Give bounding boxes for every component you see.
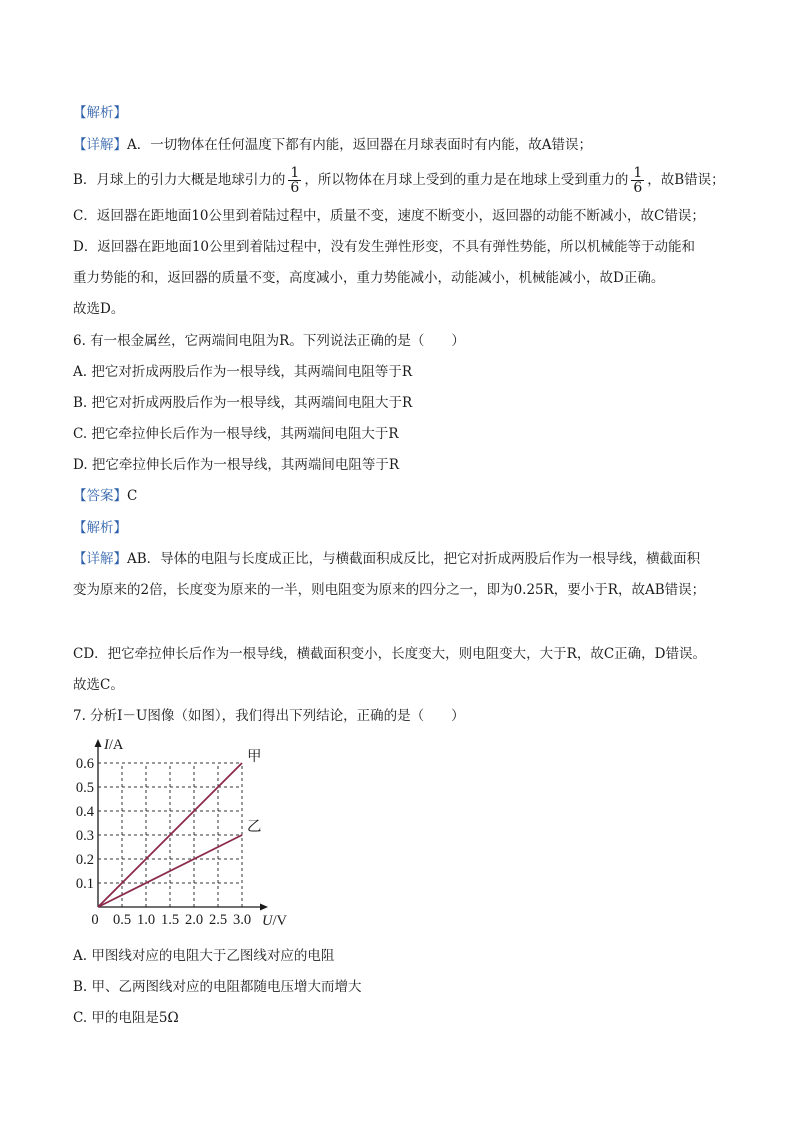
x-tick-label: 0 [91, 912, 99, 928]
y-tick-label: 0.2 [75, 852, 94, 868]
q6-stem: 6. 有一根金属丝，它两端间电阻为R。下列说法正确的是（ ） [73, 333, 465, 349]
x-axis-label: U/V [262, 913, 287, 929]
q6-detail-1: 【详解】AB．导体的电阻与长度成正比，与横截面积成反比，把它对折成两股后作为一根导线，横截面积 [73, 551, 701, 567]
analysis-heading: 【解析】 [73, 105, 127, 121]
q7-option-c: C. 甲的电阻是5Ω [73, 1010, 179, 1026]
series-label-1: 甲 [247, 749, 262, 765]
x-axis-arrow [260, 904, 268, 911]
detail-c: C．返回器在距地面10公里到着陆过程中，质量不变，速度不断变小，返回器的动能不断减小，故C错误； [73, 208, 705, 224]
q6-detail-3: CD．把它牵拉伸长后作为一根导线，横截面积变小，长度变大，则电阻变大，大于R，故C正确，D错误。 [73, 646, 706, 662]
q6-option-d: D. 把它牵拉伸长后作为一根导线，其两端间电阻等于R [73, 457, 400, 473]
y-axis-arrow [95, 739, 102, 747]
q7-stem: 7. 分析I－U图像（如图），我们得出下列结论，正确的是（ ） [73, 708, 465, 724]
y-axis-label: I/A [104, 737, 124, 753]
x-tick-label: 3.0 [232, 912, 252, 928]
q7-option-b: B. 甲、乙两图线对应的电阻都随电压增大而增大 [73, 979, 362, 995]
iu-chart [60, 733, 320, 933]
y-tick-label: 0.3 [75, 828, 94, 844]
y-tick-label: 0.1 [75, 876, 94, 892]
q6-option-c: C. 把它牵拉伸长后作为一根导线，其两端间电阻大于R [73, 426, 399, 442]
y-tick-label: 0.5 [75, 780, 94, 796]
x-tick-label: 2.5 [208, 912, 228, 928]
x-tick-label: 2.0 [184, 912, 204, 928]
x-tick-label: 0.5 [112, 912, 132, 928]
detail-b: B．月球上的引力大概是地球引力的 $\frac{1}{6}$ ，所以物体在月球上受到的重力是在地球上受到重力的 $\frac{1}{6}$ ，故B错误； [73, 165, 725, 196]
q6-detail-2: 变为原来的2倍，长度变为原来的一半，则电阻变为原来的四分之一，即为0.25R，要小于R，故AB错误； [73, 582, 706, 598]
y-tick-label: 0.4 [75, 804, 94, 820]
detail-tag: 【详解】 [73, 137, 127, 153]
x-tick-label: 1.0 [136, 912, 156, 928]
fraction-1-6-b: $\frac{1}{6}$ [633, 165, 643, 196]
series-label-2: 乙 [247, 819, 262, 835]
y-tick-label: 0.6 [75, 756, 94, 772]
q6-choose: 故选C。 [73, 677, 124, 693]
detail-d-line2: 重力势能的和，返回器的质量不变，高度减小，重力势能减小，动能减小，机械能减小，故D正确。 [73, 270, 665, 286]
q6-option-a: A. 把它对折成两股后作为一根导线，其两端间电阻等于R [73, 364, 412, 380]
fraction-1-6: $\frac{1}{6}$ [290, 165, 300, 196]
q7-option-a: A. 甲图线对应的电阻大于乙图线对应的电阻 [73, 948, 335, 964]
x-tick-label: 1.5 [160, 912, 180, 928]
detail-a: 【详解】A．一切物体在任何温度下都有内能，返回器在月球表面时有内能，故A错误； [73, 137, 592, 153]
choose-d: 故选D。 [73, 301, 125, 317]
q6-analysis-heading: 【解析】 [73, 520, 127, 536]
q6-answer: 【答案】C [73, 488, 138, 504]
q6-option-b: B. 把它对折成两股后作为一根导线，其两端间电阻大于R [73, 395, 413, 411]
detail-d-line1: D．返回器在距地面10公里到着陆过程中，没有发生弹性形变，不具有弹性势能，所以机械能等于动能和 [73, 239, 696, 255]
